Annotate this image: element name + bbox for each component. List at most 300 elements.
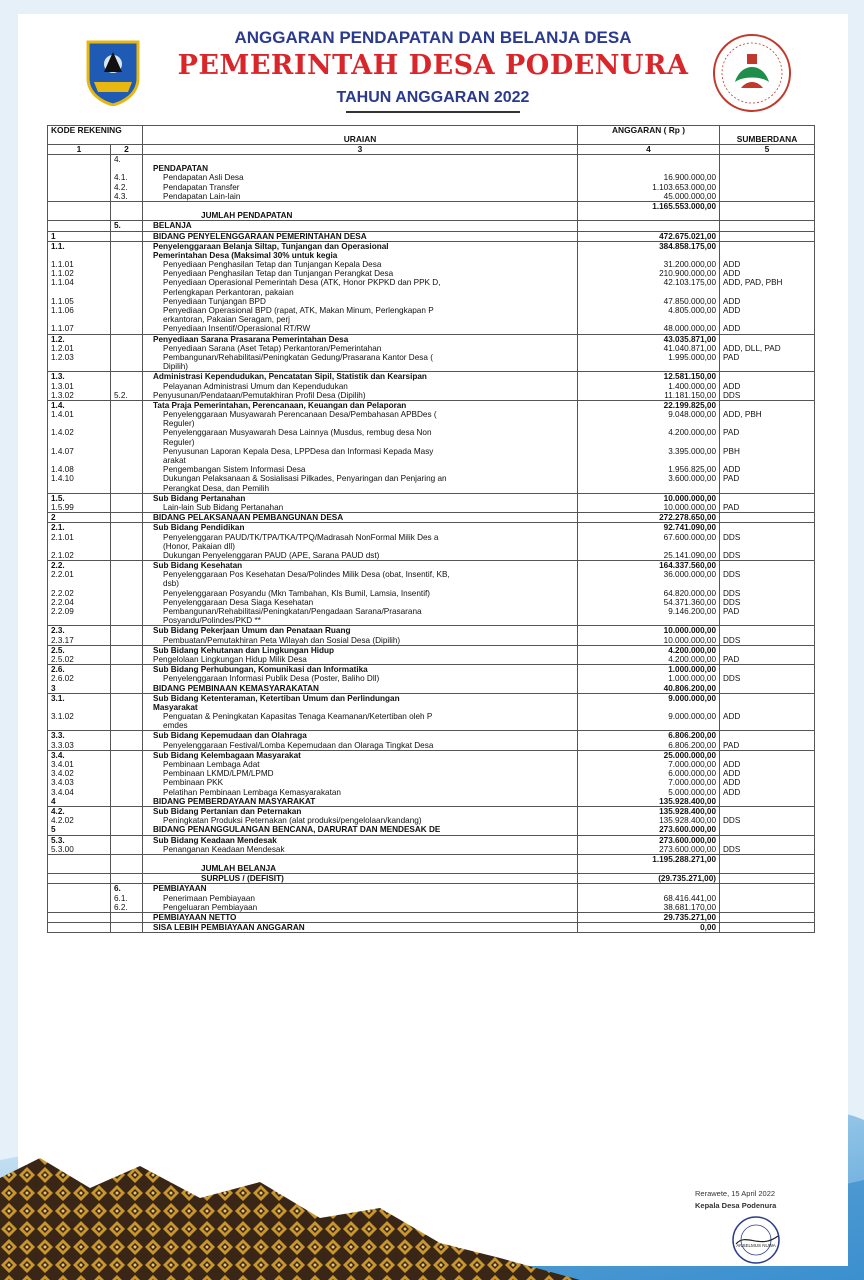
- table-row: [48, 391, 815, 401]
- kode-sub-cell: [111, 760, 143, 769]
- kode-rekening-cell: [48, 874, 111, 884]
- sumberdana-cell: [720, 874, 815, 884]
- table-row: [48, 372, 815, 382]
- sumberdana-cell: DDS: [720, 636, 815, 646]
- uraian-cell: Sub Bidang Ketenteraman, Ketertiban Umum dan Perlindungan: [143, 693, 578, 703]
- uraian-cell: Penyelenggaran PAUD/TK/TPA/TKA/TPQ/Madrasah NonFormal Milik Des a: [143, 533, 578, 542]
- kode-rekening-cell: [48, 201, 111, 211]
- kode-rekening-cell: [48, 164, 111, 173]
- kode-rekening-cell: 1.1.07: [48, 324, 111, 334]
- uraian-cell: Penerimaan Pembiayaan: [143, 894, 578, 903]
- uraian-cell: Sub Bidang Pendidikan: [143, 523, 578, 533]
- kode-rekening-cell: [48, 703, 111, 712]
- kode-sub-cell: [111, 816, 143, 825]
- table-row: [48, 835, 815, 845]
- anggaran-cell: 10.000.000,00: [578, 626, 720, 636]
- anggaran-cell: 7.000.000,00: [578, 778, 720, 787]
- kode-rekening-cell: 3.4.01: [48, 760, 111, 769]
- table-header-row: [48, 126, 815, 145]
- kode-sub-cell: [111, 570, 143, 579]
- uraian-cell: Pelatihan Pembinaan Lembaga Kemasyarakatan: [143, 788, 578, 797]
- table-row: [48, 241, 815, 251]
- kode-rekening-cell: 1.5.: [48, 493, 111, 503]
- kode-sub-cell: [111, 297, 143, 306]
- anggaran-cell: 10.000.000,00: [578, 636, 720, 646]
- sumberdana-cell: ADD: [720, 269, 815, 278]
- budget-table: [47, 125, 815, 933]
- sumberdana-cell: [720, 231, 815, 241]
- uraian-cell: Pemerintahan Desa (Maksimal 30% untuk kegia: [143, 251, 578, 260]
- anggaran-cell: [578, 164, 720, 173]
- sumberdana-cell: DDS: [720, 533, 815, 542]
- anggaran-cell: 1.165.553.000,00: [578, 201, 720, 211]
- column-number: 2: [111, 145, 143, 155]
- table-row: [48, 579, 815, 588]
- table-row: [48, 551, 815, 561]
- kode-sub-cell: [111, 607, 143, 616]
- table-row: [48, 684, 815, 694]
- table-row: [48, 894, 815, 903]
- kode-sub-cell: [111, 806, 143, 816]
- kode-sub-cell: [111, 589, 143, 598]
- uraian-cell: PEMBIAYAAN NETTO: [143, 913, 578, 923]
- kode-sub-cell: [111, 721, 143, 731]
- signature-block: [695, 1189, 776, 1210]
- kode-sub-cell: [111, 797, 143, 807]
- sumberdana-cell: DDS: [720, 598, 815, 607]
- kode-rekening-cell: 2.2.09: [48, 607, 111, 616]
- kode-sub-cell: [111, 693, 143, 703]
- anggaran-cell: 273.600.000,00: [578, 845, 720, 855]
- header-uraian: URAIAN: [143, 126, 578, 145]
- uraian-cell: Sub Bidang Kepemudaan dan Olahraga: [143, 731, 578, 741]
- sumberdana-cell: PAD: [720, 503, 815, 513]
- sumberdana-cell: [720, 155, 815, 165]
- sumberdana-cell: DDS: [720, 816, 815, 825]
- kode-sub-cell: 4.2.: [111, 183, 143, 192]
- uraian-cell: Sub Bidang Pertanahan: [143, 493, 578, 503]
- sumberdana-cell: [720, 201, 815, 211]
- table-row: [48, 183, 815, 192]
- kode-rekening-cell: 1.1.02: [48, 269, 111, 278]
- woven-fabric-decoration: [0, 1148, 580, 1280]
- anggaran-cell: 45.000.000,00: [578, 192, 720, 202]
- sumberdana-cell: [720, 806, 815, 816]
- anggaran-cell: 42.103.175,00: [578, 278, 720, 287]
- document-header: [18, 14, 848, 124]
- table-row: [48, 400, 815, 410]
- table-row: [48, 923, 815, 933]
- column-number: 5: [720, 145, 815, 155]
- title-year: TAHUN ANGGARAN 2022: [336, 89, 530, 106]
- uraian-cell: Administrasi Kependudukan, Pencatatan Sipil, Statistik dan Kearsipan: [143, 372, 578, 382]
- anggaran-cell: 9.000.000,00: [578, 712, 720, 721]
- kode-sub-cell: [111, 913, 143, 923]
- sumberdana-cell: ADD: [720, 465, 815, 474]
- table-row: [48, 306, 815, 315]
- kode-rekening-cell: [48, 221, 111, 231]
- kode-rekening-cell: 2.1.01: [48, 533, 111, 542]
- sumberdana-cell: [720, 419, 815, 428]
- kode-sub-cell: [111, 211, 143, 221]
- uraian-cell: Penyediaan Penghasilan Tetap dan Tunjangan Kepala Desa: [143, 260, 578, 269]
- kode-sub-cell: [111, 513, 143, 523]
- title-village: PEMERINTAH DESA PODENURA: [177, 50, 689, 81]
- kode-rekening-cell: 1: [48, 231, 111, 241]
- kode-sub-cell: [111, 684, 143, 694]
- anggaran-cell: 4.200.000,00: [578, 645, 720, 655]
- kode-sub-cell: [111, 923, 143, 933]
- kode-sub-cell: [111, 674, 143, 683]
- sumberdana-cell: ADD: [720, 712, 815, 721]
- kode-rekening-cell: 1.3.01: [48, 382, 111, 391]
- kode-sub-cell: [111, 372, 143, 382]
- uraian-cell: Perlengkapan Perkantoran, pakaian: [143, 288, 578, 297]
- kode-rekening-cell: 1.1.: [48, 241, 111, 251]
- sumberdana-cell: [720, 456, 815, 465]
- kode-rekening-cell: [48, 251, 111, 260]
- kode-sub-cell: [111, 278, 143, 287]
- uraian-cell: Reguler): [143, 438, 578, 447]
- budget-table-body: [48, 155, 815, 933]
- kode-rekening-cell: [48, 183, 111, 192]
- title-underline: [346, 111, 520, 113]
- kode-sub-cell: [111, 551, 143, 561]
- anggaran-cell: 3.395.000,00: [578, 447, 720, 456]
- kode-sub-cell: [111, 788, 143, 797]
- kode-sub-cell: [111, 845, 143, 855]
- kode-sub-cell: [111, 164, 143, 173]
- kode-sub-cell: [111, 201, 143, 211]
- anggaran-cell: 1.000.000,00: [578, 674, 720, 683]
- kode-rekening-cell: 5: [48, 825, 111, 835]
- uraian-cell: [143, 854, 578, 864]
- table-row: [48, 731, 815, 741]
- sumberdana-cell: [720, 825, 815, 835]
- uraian-cell: Pendapatan Transfer: [143, 183, 578, 192]
- table-row: [48, 769, 815, 778]
- kode-sub-cell: [111, 428, 143, 437]
- uraian-cell: Sub Bidang Pekerjaan Umum dan Penataan Ruang: [143, 626, 578, 636]
- sumberdana-cell: [720, 854, 815, 864]
- signer-title: Kepala Desa Podenura: [695, 1201, 777, 1210]
- signer-name: ANSELMUS NUWA: [736, 1243, 776, 1248]
- kode-rekening-cell: [48, 456, 111, 465]
- table-row: [48, 616, 815, 626]
- sumberdana-cell: [720, 903, 815, 913]
- column-number: 4: [578, 145, 720, 155]
- sumberdana-cell: [720, 372, 815, 382]
- sumberdana-cell: ADD: [720, 769, 815, 778]
- sumberdana-cell: PAD: [720, 353, 815, 362]
- kode-rekening-cell: [48, 923, 111, 933]
- kode-sub-cell: [111, 324, 143, 334]
- table-row: [48, 703, 815, 712]
- kode-sub-cell: [111, 616, 143, 626]
- kode-rekening-cell: 4.2.: [48, 806, 111, 816]
- uraian-cell: erkantoran, Pakaian Seragam, perj: [143, 315, 578, 324]
- sumberdana-cell: [720, 884, 815, 894]
- anggaran-cell: 135.928.400,00: [578, 806, 720, 816]
- sumberdana-cell: [720, 173, 815, 182]
- uraian-cell: Pembuatan/Pemutakhiran Peta Wilayah dan Sosial Desa (Dipilih): [143, 636, 578, 646]
- sumberdana-cell: DDS: [720, 551, 815, 561]
- sumberdana-cell: DDS: [720, 845, 815, 855]
- kode-sub-cell: [111, 825, 143, 835]
- kode-rekening-cell: [48, 315, 111, 324]
- anggaran-cell: 164.337.560,00: [578, 561, 720, 571]
- anggaran-cell: [578, 456, 720, 465]
- sumberdana-cell: [720, 484, 815, 494]
- table-row: [48, 884, 815, 894]
- kode-sub-cell: [111, 542, 143, 551]
- anggaran-cell: 6.806.200,00: [578, 731, 720, 741]
- kode-sub-cell: [111, 419, 143, 428]
- kode-sub-cell: [111, 741, 143, 751]
- kode-rekening-cell: 4.2.02: [48, 816, 111, 825]
- anggaran-cell: 1.956.825,00: [578, 465, 720, 474]
- uraian-cell: Dukungan Penyelenggaran PAUD (APE, Sarana PAUD dst): [143, 551, 578, 561]
- anggaran-cell: 25.000.000,00: [578, 750, 720, 760]
- uraian-cell: Penyediaan Insentif/Operasional RT/RW: [143, 324, 578, 334]
- uraian-cell: Pembinaan LKMD/LPM/LPMD: [143, 769, 578, 778]
- kode-rekening-cell: 3.3.: [48, 731, 111, 741]
- uraian-cell: Penyediaan Operasional Pemerintah Desa (ATK, Honor PKPKD dan PPK D,: [143, 278, 578, 287]
- kode-sub-cell: [111, 465, 143, 474]
- kode-rekening-cell: 1.3.: [48, 372, 111, 382]
- uraian-cell: Pelayanan Administrasi Umum dan Kependudukan: [143, 382, 578, 391]
- anggaran-cell: 9.146.200,00: [578, 607, 720, 616]
- uraian-cell: Penyelenggaraan Informasi Publik Desa (Poster, Baliho Dll): [143, 674, 578, 683]
- anggaran-cell: 135.928.400,00: [578, 816, 720, 825]
- kode-sub-cell: [111, 438, 143, 447]
- kode-rekening-cell: 1.1.01: [48, 260, 111, 269]
- sumberdana-cell: ADD: [720, 382, 815, 391]
- uraian-cell: [143, 155, 578, 165]
- sumberdana-cell: [720, 835, 815, 845]
- header-kode-rekening: KODE REKENING: [48, 126, 143, 145]
- kode-rekening-cell: [48, 884, 111, 894]
- kode-rekening-cell: 1.1.05: [48, 297, 111, 306]
- sumberdana-cell: DDS: [720, 570, 815, 579]
- uraian-cell: Sub Bidang Kelembagaan Masyarakat: [143, 750, 578, 760]
- kode-sub-cell: [111, 251, 143, 260]
- uraian-cell: Penyelenggaraan Posyandu (Mkn Tambahan, Kls Bumil, Lamsia, Insentif): [143, 589, 578, 598]
- uraian-cell: Tata Praja Pemerintahan, Perencanaan, Keuangan dan Pelaporan: [143, 400, 578, 410]
- table-row: [48, 173, 815, 182]
- table-row: [48, 874, 815, 884]
- sumberdana-cell: [720, 493, 815, 503]
- kode-sub-cell: [111, 835, 143, 845]
- kode-rekening-cell: 1.4.01: [48, 410, 111, 419]
- column-number: 3: [143, 145, 578, 155]
- table-row: [48, 465, 815, 474]
- table-row: [48, 721, 815, 731]
- kode-rekening-cell: 1.4.02: [48, 428, 111, 437]
- kode-rekening-cell: [48, 419, 111, 428]
- uraian-cell: emdes: [143, 721, 578, 731]
- kode-sub-cell: [111, 561, 143, 571]
- anggaran-cell: (29.735.271,00): [578, 874, 720, 884]
- anggaran-cell: 272.278.650,00: [578, 513, 720, 523]
- sumberdana-cell: [720, 665, 815, 675]
- table-row: [48, 493, 815, 503]
- anggaran-cell: 384.858.175,00: [578, 241, 720, 251]
- anggaran-cell: 40.806.200,00: [578, 684, 720, 694]
- anggaran-cell: [578, 221, 720, 231]
- table-row: [48, 854, 815, 864]
- kode-sub-cell: 5.2.: [111, 391, 143, 401]
- anggaran-cell: [578, 251, 720, 260]
- sumberdana-cell: ADD: [720, 788, 815, 797]
- sumberdana-cell: [720, 183, 815, 192]
- sumberdana-cell: DDS: [720, 589, 815, 598]
- kode-sub-cell: [111, 523, 143, 533]
- title-line-1: ANGGARAN PENDAPATAN DAN BELANJA DESA: [234, 28, 632, 47]
- sumberdana-cell: [720, 211, 815, 221]
- anggaran-cell: 25.141.090,00: [578, 551, 720, 561]
- sumberdana-cell: [720, 315, 815, 324]
- sumberdana-cell: [720, 703, 815, 712]
- table-row: [48, 845, 815, 855]
- anggaran-cell: [578, 211, 720, 221]
- table-row: [48, 788, 815, 797]
- kode-rekening-cell: [48, 173, 111, 182]
- uraian-cell: (Honor, Pakaian dll): [143, 542, 578, 551]
- sumberdana-cell: DDS: [720, 391, 815, 401]
- uraian-cell: Pendapatan Asli Desa: [143, 173, 578, 182]
- kode-sub-cell: 4.: [111, 155, 143, 165]
- kode-rekening-cell: 1.1.06: [48, 306, 111, 315]
- kode-rekening-cell: 2: [48, 513, 111, 523]
- uraian-cell: Reguler): [143, 419, 578, 428]
- kode-sub-cell: [111, 410, 143, 419]
- uraian-cell: SISA LEBIH PEMBIAYAAN ANGGARAN: [143, 923, 578, 933]
- kode-sub-cell: [111, 750, 143, 760]
- sumberdana-cell: PAD: [720, 607, 815, 616]
- table-row: [48, 201, 815, 211]
- kode-sub-cell: [111, 703, 143, 712]
- kode-sub-cell: [111, 626, 143, 636]
- kode-rekening-cell: 1.4.10: [48, 474, 111, 483]
- kode-sub-cell: 4.3.: [111, 192, 143, 202]
- kode-rekening-cell: 1.1.04: [48, 278, 111, 287]
- table-row: [48, 315, 815, 324]
- table-row: [48, 334, 815, 344]
- kode-rekening-cell: 2.5.02: [48, 655, 111, 665]
- table-row: [48, 269, 815, 278]
- anggaran-cell: 1.400.000,00: [578, 382, 720, 391]
- table-row: [48, 665, 815, 675]
- sumberdana-cell: [720, 579, 815, 588]
- uraian-cell: Dipilih): [143, 362, 578, 372]
- uraian-cell: JUMLAH PENDAPATAN: [143, 211, 578, 221]
- table-row: [48, 607, 815, 616]
- table-row: [48, 741, 815, 751]
- kode-rekening-cell: [48, 211, 111, 221]
- kode-sub-cell: [111, 579, 143, 588]
- kode-rekening-cell: 3.4.: [48, 750, 111, 760]
- table-row: [48, 231, 815, 241]
- sumberdana-cell: [720, 626, 815, 636]
- kode-rekening-cell: [48, 854, 111, 864]
- kode-rekening-cell: 3.4.03: [48, 778, 111, 787]
- column-number: 1: [48, 145, 111, 155]
- header-anggaran: ANGGARAN ( Rp ): [578, 126, 720, 145]
- kode-sub-cell: [111, 864, 143, 874]
- uraian-cell: arakat: [143, 456, 578, 465]
- kode-sub-cell: [111, 447, 143, 456]
- kode-rekening-cell: 3.4.04: [48, 788, 111, 797]
- uraian-cell: Pengeluaran Pembiayaan: [143, 903, 578, 913]
- anggaran-cell: 16.900.000,00: [578, 173, 720, 182]
- sumberdana-cell: ADD, DLL, PAD: [720, 344, 815, 353]
- table-row: [48, 456, 815, 465]
- sumberdana-cell: [720, 750, 815, 760]
- uraian-cell: Pengelolaan Lingkungan Hidup Milik Desa: [143, 655, 578, 665]
- kode-sub-cell: [111, 231, 143, 241]
- table-row: [48, 561, 815, 571]
- table-row: [48, 523, 815, 533]
- anggaran-cell: [578, 438, 720, 447]
- anggaran-cell: [578, 362, 720, 372]
- kode-sub-cell: 5.: [111, 221, 143, 231]
- uraian-cell: Sub Bidang Pertanian dan Peternakan: [143, 806, 578, 816]
- kode-rekening-cell: [48, 155, 111, 165]
- sumberdana-cell: [720, 523, 815, 533]
- kode-sub-cell: [111, 503, 143, 513]
- sumberdana-cell: ADD, PAD, PBH: [720, 278, 815, 287]
- uraian-cell: SURPLUS / (DEFISIT): [143, 874, 578, 884]
- kode-sub-cell: [111, 344, 143, 353]
- sumberdana-cell: ADD: [720, 260, 815, 269]
- table-row: [48, 484, 815, 494]
- table-row: [48, 362, 815, 372]
- kode-rekening-cell: 1.2.: [48, 334, 111, 344]
- kode-sub-cell: [111, 712, 143, 721]
- anggaran-cell: [578, 288, 720, 297]
- kode-sub-cell: [111, 241, 143, 251]
- anggaran-cell: 0,00: [578, 923, 720, 933]
- uraian-cell: BIDANG PEMBERDAYAAN MASYARAKAT: [143, 797, 578, 807]
- kode-rekening-cell: 2.6.: [48, 665, 111, 675]
- sumberdana-cell: ADD: [720, 297, 815, 306]
- sumberdana-cell: [720, 542, 815, 551]
- table-row: [48, 760, 815, 769]
- kode-sub-cell: [111, 315, 143, 324]
- table-row: [48, 533, 815, 542]
- uraian-cell: Penyusunan Laporan Kepala Desa, LPPDesa dan Informasi Kepada Masy: [143, 447, 578, 456]
- anggaran-cell: 4.200.000,00: [578, 428, 720, 437]
- uraian-cell: Penyelenggaraan Musyawarah Desa Lainnya (Musdus, rembug desa Non: [143, 428, 578, 437]
- table-row: [48, 864, 815, 874]
- anggaran-cell: 1.195.288.271,00: [578, 854, 720, 864]
- uraian-cell: Pembinaan Lembaga Adat: [143, 760, 578, 769]
- kode-sub-cell: [111, 288, 143, 297]
- table-row: [48, 806, 815, 816]
- kode-sub-cell: [111, 353, 143, 362]
- anggaran-cell: [578, 884, 720, 894]
- kode-rekening-cell: 2.3.: [48, 626, 111, 636]
- anggaran-cell: 11.181.150,00: [578, 391, 720, 401]
- sumberdana-cell: PAD: [720, 428, 815, 437]
- kode-sub-cell: [111, 493, 143, 503]
- uraian-cell: Sub Bidang Perhubungan, Komunikasi dan Informatika: [143, 665, 578, 675]
- uraian-cell: Pembangunan/Rehabilitasi/Peningkatan/Pengadaan Sarana/Prasarana: [143, 607, 578, 616]
- sumberdana-cell: PBH: [720, 447, 815, 456]
- table-row: [48, 164, 815, 173]
- table-row: [48, 297, 815, 306]
